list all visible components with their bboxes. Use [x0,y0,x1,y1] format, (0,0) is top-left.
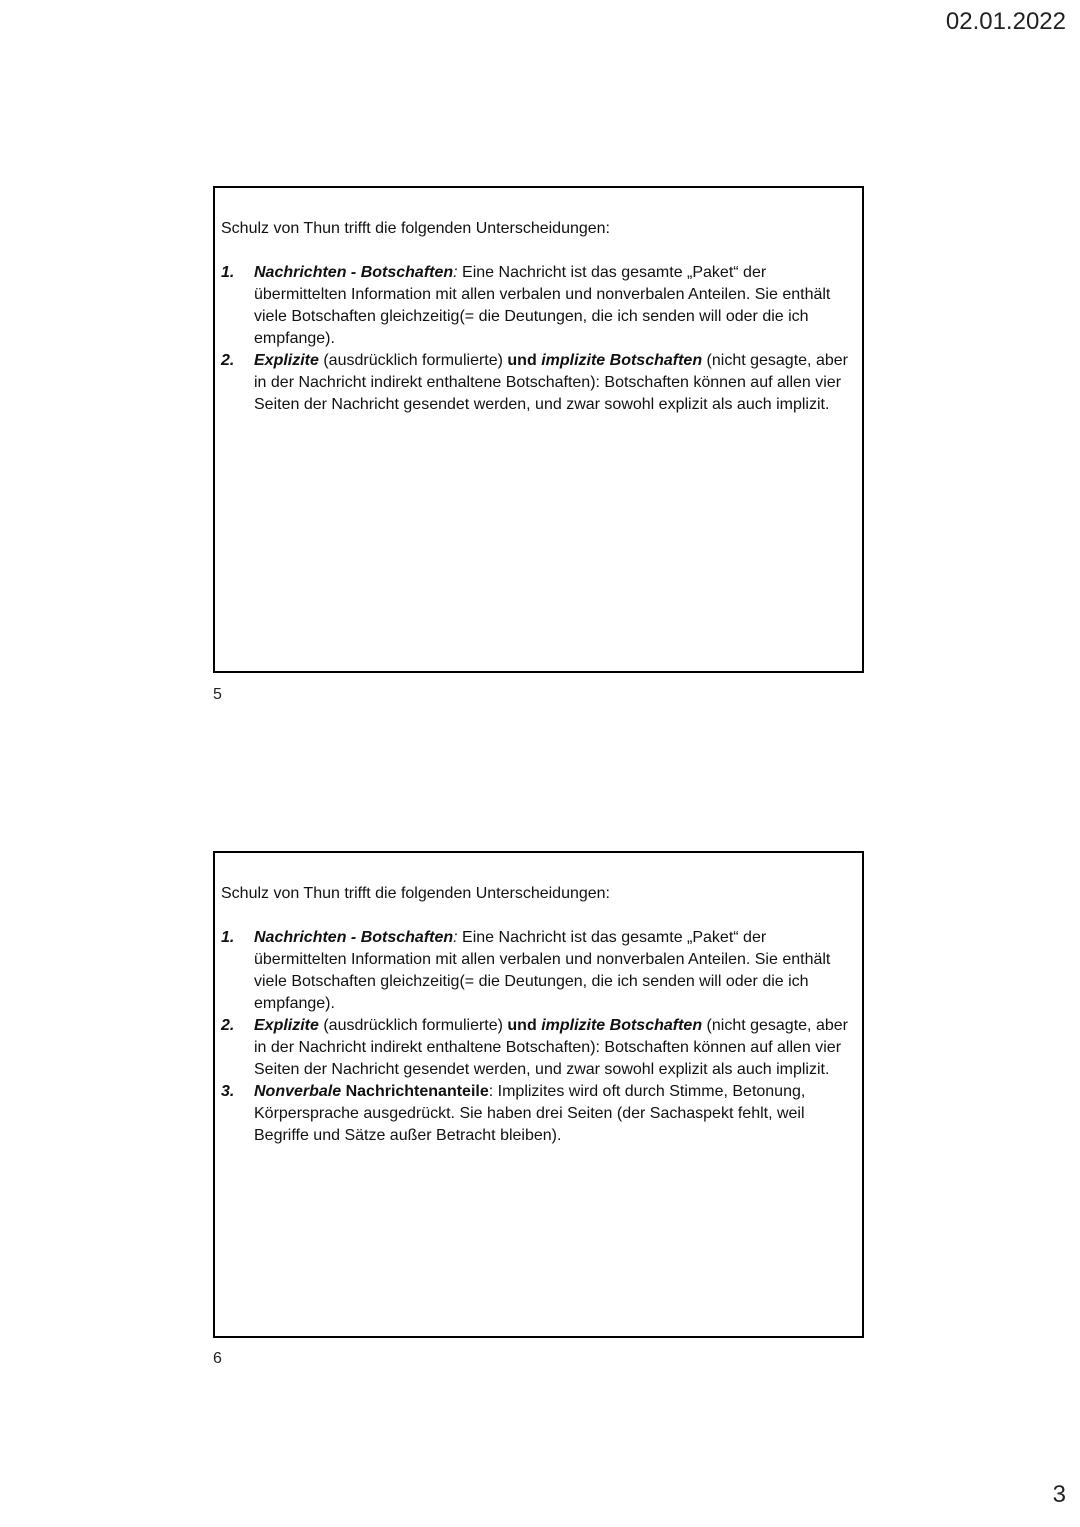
slide-heading: Schulz von Thun trifft die folgenden Unterscheidungen: [221,885,610,902]
item-term: Explizite [254,352,319,369]
item-number: 1. [221,929,235,946]
item-text: Eine Nachricht ist das gesamte „Paket“ der übermittelten Information mit allen verbalen und nonverbalen Anteilen. Sie enthält viele Botschaften gleichzeitig(= die Deutungen, die ich senden will oder die ich empfange). [254,264,831,347]
item-term: Explizite [254,1017,319,1034]
item-text: (nicht gesagte, aber in der Nachricht indirekt enthaltene Botschaften): Botschaften können auf allen vier Seiten der Nachricht gesendet werden, und zwar sowohl explizit als auch implizit. [254,352,848,413]
item-colon: : [453,264,458,281]
list-item [221,262,856,350]
item-text: (ausdrücklich formulierte) [318,352,508,369]
list-item [221,350,856,416]
item-term: implizite Botschaften [541,352,703,369]
item-number: 1. [221,264,235,281]
item-text: (nicht gesagte, aber in der Nachricht indirekt enthaltene Botschaften): Botschaften können auf allen vier Seiten der Nachricht gesendet werden, und zwar sowohl explizit als auch implizit. [254,1017,848,1078]
item-conjunction: und [507,1017,537,1034]
slide-6 [213,851,864,1338]
list-item [221,1015,856,1081]
list-item [221,1081,856,1147]
header-date: 02.01.2022 [945,8,1066,35]
distinction-list [221,262,856,416]
item-colon: : [453,929,458,946]
slide-content [221,883,856,1147]
slide-number: 6 [213,1350,222,1367]
list-item [221,927,856,1015]
slide-number: 5 [213,686,222,703]
item-text: (ausdrücklich formulierte) [318,1017,508,1034]
item-number: 2. [221,1017,235,1034]
item-term: Nachrichtenanteile [341,1083,489,1100]
slide-content [221,218,856,416]
distinction-list [221,927,856,1147]
item-term: implizite Botschaften [541,1017,703,1034]
item-text: : Implizites wird oft durch Stimme, Betonung, Körpersprache ausgedrückt. Sie haben drei Seiten (der Sachaspekt fehlt, weil Begriffe und Sätze außer Betracht bleiben). [254,1083,806,1144]
slide-5 [213,186,864,673]
item-conjunction: und [507,352,537,369]
item-number: 3. [221,1083,235,1100]
slide-heading: Schulz von Thun trifft die folgenden Unterscheidungen: [221,220,610,237]
item-number: 2. [221,352,235,369]
item-term: Nachrichten - Botschaften [254,929,454,946]
item-term: Nonverbale [254,1083,342,1100]
item-term: Nachrichten - Botschaften [254,264,454,281]
page-number: 3 [1052,1481,1066,1508]
item-text: Eine Nachricht ist das gesamte „Paket“ der übermittelten Information mit allen verbalen und nonverbalen Anteilen. Sie enthält viele Botschaften gleichzeitig(= die Deutungen, die ich senden will oder die ich empfange). [254,929,831,1012]
